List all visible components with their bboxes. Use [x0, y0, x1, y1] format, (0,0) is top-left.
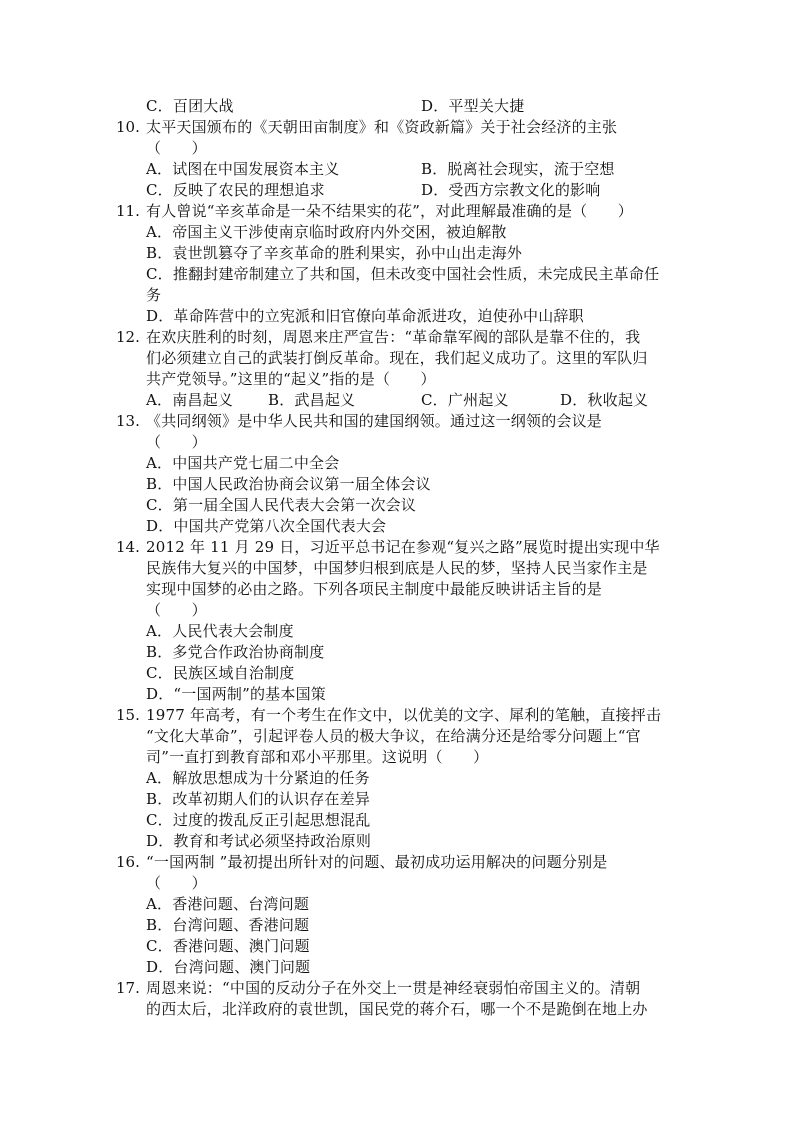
option-c: C．第一届全国人民代表大会第一次会议 — [146, 496, 417, 514]
option-c: C．过度的拨乱反正引起思想混乱 — [146, 811, 371, 829]
option-c: C．香港问题、澳门问题 — [146, 937, 310, 955]
question-stem: 民族伟大复兴的中国梦，中国梦归根到底是人民的梦，坚持人民当家作主是 — [146, 559, 648, 577]
question-stem: 们必须建立自己的武装打倒反革命。现在，我们起义成功了。这里的军队归 — [146, 349, 648, 367]
option-d: D．秋收起义 — [560, 391, 649, 409]
answer-paren: （ ） — [146, 874, 207, 892]
option-b: B．中国人民政治协商会议第一届全体会议 — [146, 475, 431, 493]
question-stem: 2012 年 11 月 29 日，习近平总书记在参观“复兴之路”展览时提出实现中华 — [146, 538, 660, 556]
option-d: D．革命阵营中的立宪派和旧官僚向革命派进攻，迫使孙中山辞职 — [146, 307, 584, 325]
question-number: 15. — [116, 706, 140, 724]
option-b: B．多党合作政治协商制度 — [146, 643, 325, 661]
option-a: A．南昌起义 — [146, 391, 234, 409]
option-c: C．民族区域自治制度 — [146, 664, 295, 682]
option-d: D．教育和考试必须坚持政治原则 — [146, 832, 372, 850]
option-b: B．武昌起义 — [268, 391, 356, 409]
option-d: D．台湾问题、澳门问题 — [146, 958, 311, 976]
question-number: 13. — [116, 412, 140, 430]
option-a: A．人民代表大会制度 — [146, 622, 294, 640]
question-stem: 的西太后，北洋政府的袁世凯，国民党的蒋介石，哪一个不是跪倒在地上办 — [146, 1000, 648, 1018]
question-stem: 1977 年高考，有一个考生在作文中，以优美的文字、犀利的笔触，直接抨击 — [146, 706, 662, 724]
question-stem: “文化大革命”，引起评卷人员的极大争议，在给满分还是给零分问题上“官 — [146, 727, 641, 745]
option-b: B．改革初期人们的认识存在差异 — [146, 790, 371, 808]
question-stem: 太平天国颁布的《天朝田亩制度》和《资政新篇》关于社会经济的主张 — [146, 118, 618, 136]
question-number: 11. — [116, 202, 140, 220]
option-a: A．解放思想成为十分紧迫的任务 — [146, 769, 370, 787]
question-stem: 共产党领导。”这里的“起义”指的是（ ） — [146, 370, 436, 388]
option-d: D．中国共产党第八次全国代表大会 — [146, 517, 387, 535]
option-a: A．帝国主义干涉使南京临时政府内外交困，被迫解散 — [146, 223, 507, 241]
option-b: B．台湾问题、香港问题 — [146, 916, 310, 934]
option-c-continued: 务 — [146, 286, 162, 304]
question-stem: 周恩来说：“中国的反动分子在外交上一贯是神经衰弱怕帝国主义的。清朝 — [146, 979, 641, 997]
option-b: B．脱离社会现实，流于空想 — [421, 160, 615, 178]
option-a: A．香港问题、台湾问题 — [146, 895, 310, 913]
option-d: D．“一国两制”的基本国策 — [146, 685, 326, 703]
answer-paren: （ ） — [146, 433, 207, 451]
question-stem: “一国两制 ”最初提出所针对的问题、最初成功运用解决的问题分别是 — [146, 853, 608, 871]
option-a: A．试图在中国发展资本主义 — [146, 160, 340, 178]
option-a: A．中国共产党七届二中全会 — [146, 454, 340, 472]
option-b: B．袁世凯篡夺了辛亥革命的胜利果实，孙中山出走海外 — [146, 244, 523, 262]
question-number: 10. — [116, 118, 140, 136]
question-stem: 在欢庆胜利的时刻，周恩来庄严宣告：“革命靠军阀的部队是靠不住的，我 — [146, 328, 641, 346]
question-stem: 《共同纲领》是中华人民共和国的建国纲领。通过这一纲领的会议是 — [146, 412, 603, 430]
question-number: 17. — [116, 979, 140, 997]
question-number: 12. — [116, 328, 140, 346]
option-d: D．平型关大捷 — [421, 97, 525, 115]
question-number: 14. — [116, 538, 140, 556]
option-c: C．推翻封建帝制建立了共和国，但未改变中国社会性质，未完成民主革命任 — [146, 265, 660, 283]
question-stem: 司”一直打到教育部和邓小平那里。这说明（ ） — [146, 748, 489, 766]
option-d: D．受西方宗教文化的影响 — [421, 181, 601, 199]
answer-paren: （ ） — [146, 601, 207, 619]
question-stem: 实现中国梦的必由之路。下列各项民主制度中最能反映讲话主旨的是 — [146, 580, 603, 598]
option-c: C．百团大战 — [146, 97, 234, 115]
question-stem: 有人曾说“辛亥革命是一朵不结果实的花”，对此理解最准确的是（ ） — [146, 202, 633, 220]
option-c: C．广州起义 — [421, 391, 509, 409]
option-c: C．反映了农民的理想追求 — [146, 181, 325, 199]
answer-paren: （ ） — [146, 139, 207, 157]
question-number: 16. — [116, 853, 140, 871]
